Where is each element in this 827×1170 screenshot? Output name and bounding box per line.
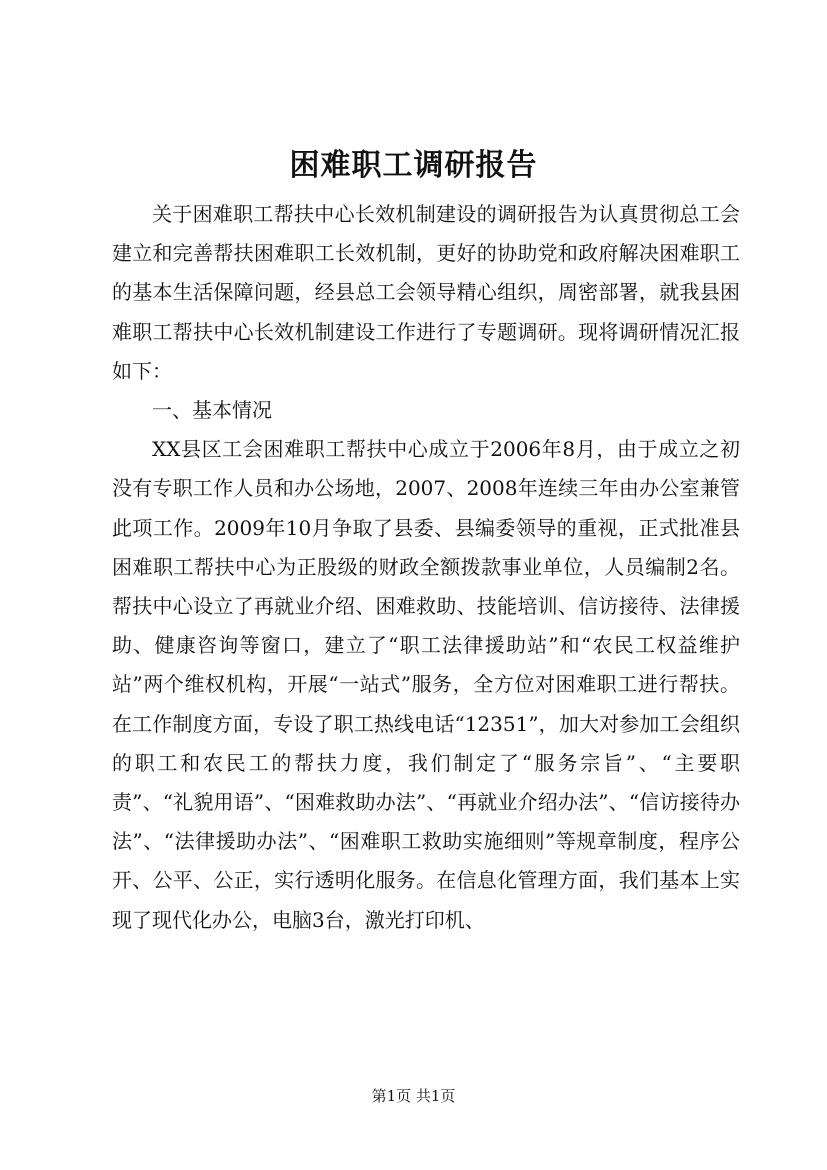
intro-paragraph: 关于困难职工帮扶中心长效机制建设的调研报告为认真贯彻总工会建立和完善帮扶困难职工长效机制，更好的协助党和政府解决困难职工的基本生活保障问题，经县总工会领导精心组织，周密部署，就我县困难职工帮扶中心长效机制建设工作进行了专题调研。现将调研情况汇报如下： (112, 202, 740, 383)
document-title: 困难职工调研报告 (289, 148, 538, 183)
basic-situation-paragraph: XX县区工会困难职工帮扶中心成立于2006年8月，由于成立之初没有专职工作人员和办公场地，2007、2008年连续三年由办公室兼管此项工作。2009年10月争取了县委、县编委领导的重视，正式批准县困难职工帮扶中心为正股级的财政全额拨款事业单位，人员编制2名。帮扶中心设立了再就业介绍、困难救助、技能培训、信访接待、法律援助、健康咨询等窗口，建立了“职工法律援助站”和“农民工权益维护站”两个维权机构，开展“一站式”服务，全方位对困难职工进行帮扶。在工作制度方面，专设了职工热线电话“12351”，加大对参加工会组织的职工和农民工的帮扶力度，我们制定了“服务宗旨”、“主要职责”、“礼貌用语”、“困难救助办法”、“再就业介绍办法”、“信访接待办法”、“法律援助办法”、“困难职工救助实施细则”等规章制度，程序公开、公平、公正，实行透明化服务。在信息化管理方面，我们基本上实现了现代化办公，电脑3台，激光打印机、 (112, 437, 740, 932)
section-heading-basic-situation: 一、基本情况 (152, 398, 272, 423)
document-body (112, 195, 740, 940)
page-number-footer: 第1页 共1页 (371, 1087, 456, 1105)
